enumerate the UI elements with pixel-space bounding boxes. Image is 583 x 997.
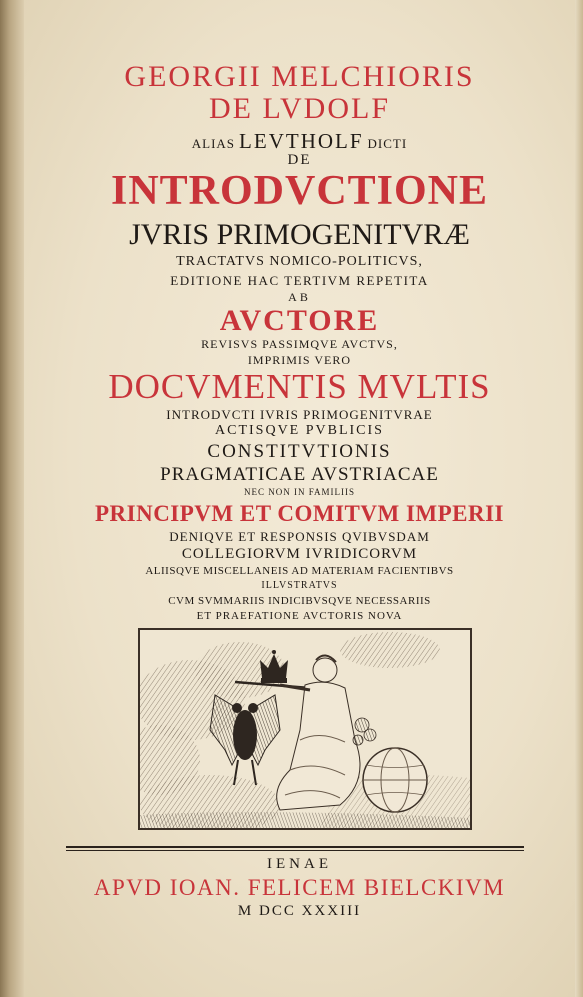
divider-rule-thin <box>66 850 524 851</box>
globe-icon <box>363 748 427 812</box>
pragmaticae-line: PRAGMATICAE AVSTRIACAE <box>160 464 439 485</box>
aliisque-line: ALIISQVE MISCELLANEIS AD MATERIAM FACIENTIBVS <box>145 565 454 577</box>
book-gutter <box>0 0 24 997</box>
praefatione-line: ET PRAEFATIONE AVCTORIS NOVA <box>196 610 403 622</box>
nec-non-line: NEC NON IN FAMILIIS <box>243 487 356 497</box>
ab-line: AB <box>288 290 311 304</box>
author-line-2: DE LVDOLF <box>208 92 391 125</box>
divider-rule <box>66 846 524 848</box>
denique-line: DENIQVE ET RESPONSIS QVIBVSDAM <box>169 529 430 544</box>
principum-line: PRINCIPVM ET COMITVM IMPERII <box>94 501 505 526</box>
illustratus-line: ILLVSTRATVS <box>261 580 338 591</box>
engraved-vignette <box>138 628 472 830</box>
actisque-line: ACTISQVE PVBLICIS <box>215 423 384 438</box>
alias-prefix: ALIAS <box>191 136 236 151</box>
imprint-place: IENAE <box>267 856 332 872</box>
main-title: INTRODVCTIONE <box>110 168 489 214</box>
alias-line <box>24 131 575 152</box>
introducti-line: INTRODVCTI IVRIS PRIMOGENITVRAE <box>166 407 433 422</box>
author-line-1: GEORGII MELCHIORIS <box>124 60 475 93</box>
imprint-printer: APVD IOAN. FELICEM BIELCKIVM <box>93 875 506 900</box>
imprint-year: M DCC XXXIII <box>237 903 362 919</box>
imprimis-line: IMPRIMIS VERO <box>247 353 352 367</box>
auctore-line: AVCTORE <box>219 304 380 337</box>
alias-name: LEVTHOLF <box>239 129 364 153</box>
tractatus-line: TRACTATVS NOMICO-POLITICVS, <box>176 254 423 269</box>
collegiorum-line: COLLEGIORVM IVRIDICORVM <box>181 546 418 562</box>
alias-suffix: DICTI <box>367 136 408 151</box>
documentis-line: DOCVMENTIS MVLTIS <box>108 367 491 406</box>
summariis-line: CVM SVMMARIIS INDICIBVSQVE NECESSARIIS <box>168 595 431 607</box>
vignette-illustration <box>140 630 470 828</box>
de-line: DE <box>287 152 312 168</box>
revisus-line: REVISVS PASSIMQVE AVCTVS, <box>201 337 398 351</box>
subject-title: JVRIS PRIMOGENITVRÆ <box>129 218 470 251</box>
page-edge <box>575 0 583 997</box>
edition-line: EDITIONE HAC TERTIVM REPETITA <box>170 273 429 288</box>
constitutionis-line: CONSTITVTIONIS <box>207 441 392 462</box>
